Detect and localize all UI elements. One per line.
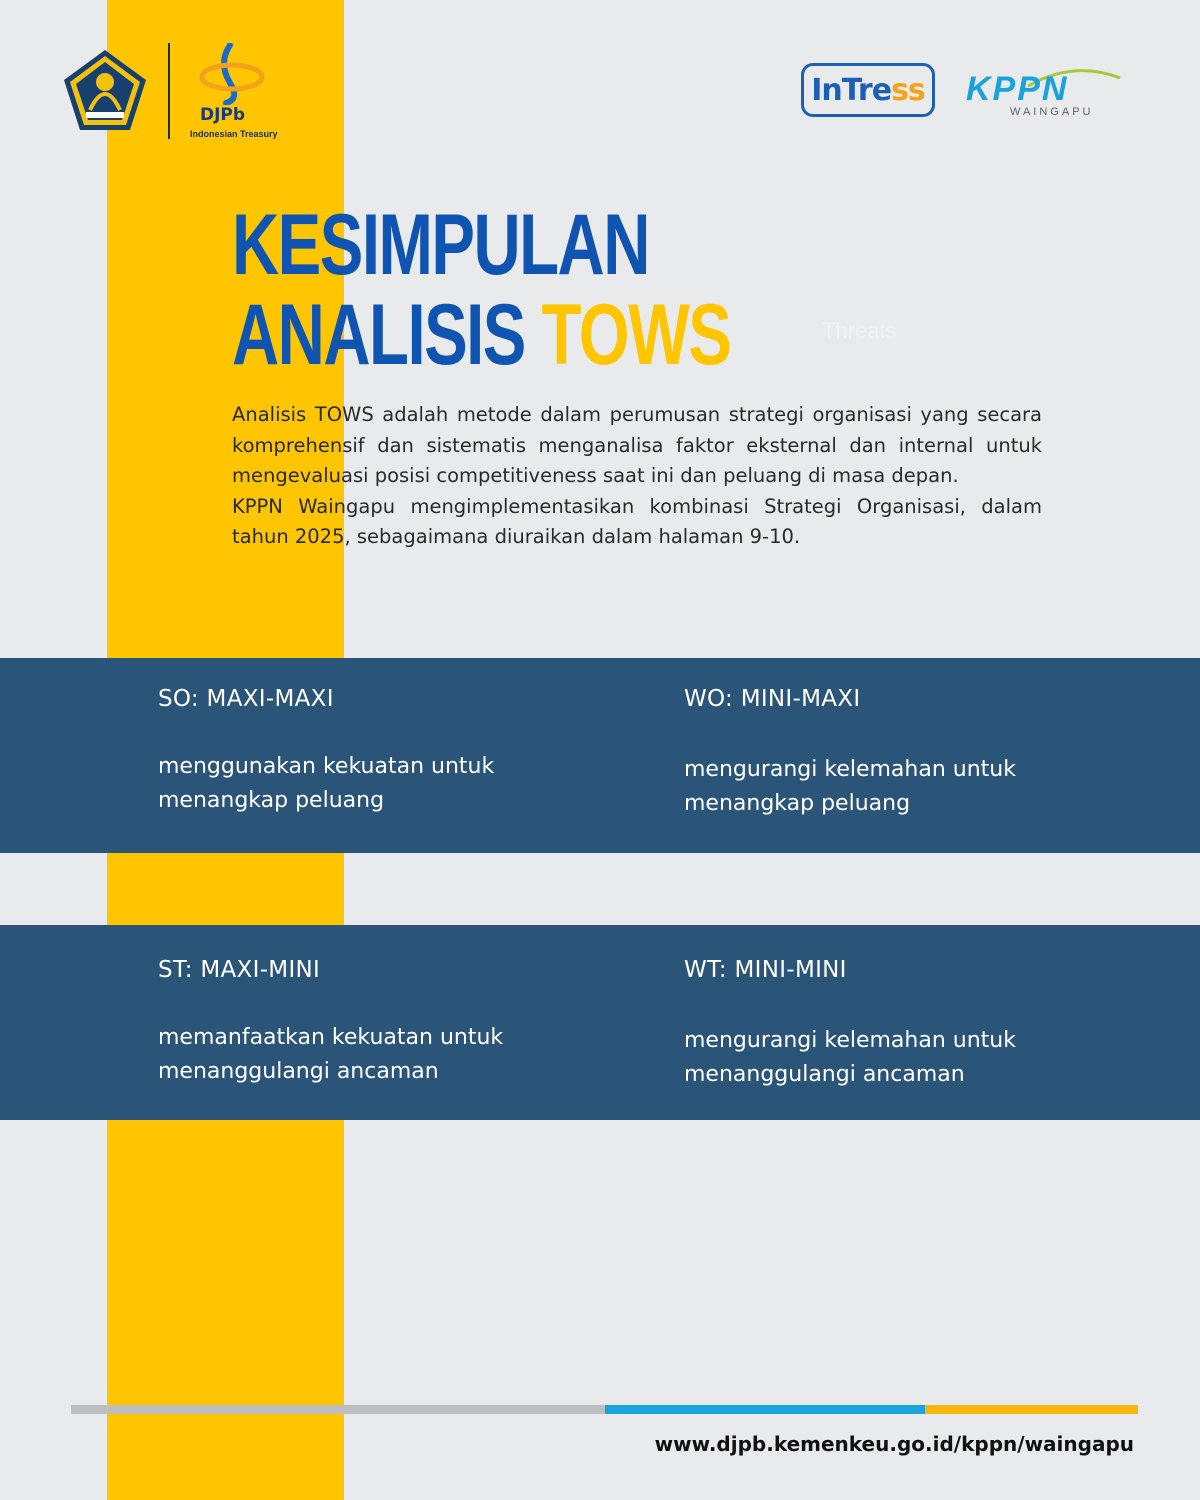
intress-logo-text: InTre — [811, 72, 892, 108]
djpb-name: DJPb — [200, 105, 246, 125]
footer-line-blue — [605, 1405, 925, 1414]
title-line-1: KESIMPULAN — [232, 197, 649, 293]
intro-paragraph-1: Analisis TOWS adalah metode dalam perumusan strategi organisasi yang secara komprehensif dan sistematis menganalisa faktor eksternal dan internal untuk mengevaluasi posisi competitiveness saat ini dan peluang di masa depan. — [232, 403, 1042, 487]
strategy-title: SO: MAXI-MAXI — [158, 686, 334, 712]
kppn-logo — [964, 62, 1128, 122]
strategy-wo — [684, 686, 1104, 821]
djpb-subtitle: Indonesian Treasury — [190, 129, 278, 139]
strategy-band-2 — [0, 925, 1200, 1120]
footer-url-link[interactable]: www.djpb.kemenkeu.go.id/kppn/waingapu — [654, 1432, 1134, 1456]
strategy-description: memanfaatkan kekuatan untuk menanggulangi ancaman — [158, 1025, 504, 1084]
strategy-so — [158, 686, 578, 818]
ministry-emblem-icon — [62, 48, 148, 134]
strategy-description: mengurangi kelemahan untuk menanggulangi ancaman — [684, 1028, 1016, 1087]
kppn-logo-text: KPPN — [966, 70, 1069, 108]
intro-text — [232, 400, 1042, 553]
strategy-title: WT: MINI-MINI — [684, 957, 847, 983]
title-highlight: TOWS — [541, 287, 731, 383]
strategy-band-1 — [0, 658, 1200, 853]
strategy-st — [158, 957, 578, 1089]
footer-line-yellow — [925, 1405, 1138, 1414]
intress-logo — [801, 63, 935, 117]
footer-line-grey — [71, 1405, 605, 1414]
title-line-2: ANALISIS — [232, 287, 525, 383]
strategy-description: mengurangi kelemahan untuk menangkap peluang — [684, 757, 1016, 816]
djpb-swoosh-icon — [196, 43, 266, 105]
ministry-logo-group — [62, 42, 288, 140]
logo-divider — [168, 43, 170, 139]
strategy-title: ST: MAXI-MINI — [158, 957, 321, 983]
intress-logo-accent: ss — [891, 72, 925, 108]
strategy-description: menggunakan kekuatan untuk menangkap peluang — [158, 754, 495, 813]
kppn-logo-subtitle: WAINGAPU — [1010, 106, 1094, 118]
strategy-title: WO: MINI-MAXI — [684, 686, 861, 712]
djpb-logo — [188, 43, 288, 139]
strategy-wt — [684, 957, 1104, 1092]
faint-watermark-text: Threats — [822, 318, 897, 343]
page-title — [232, 197, 731, 383]
intro-paragraph-2: KPPN Waingapu mengimplementasikan kombinasi Strategi Organisasi, dalam tahun 2025, sebagaimana diuraikan dalam halaman 9-10. — [232, 494, 1042, 548]
